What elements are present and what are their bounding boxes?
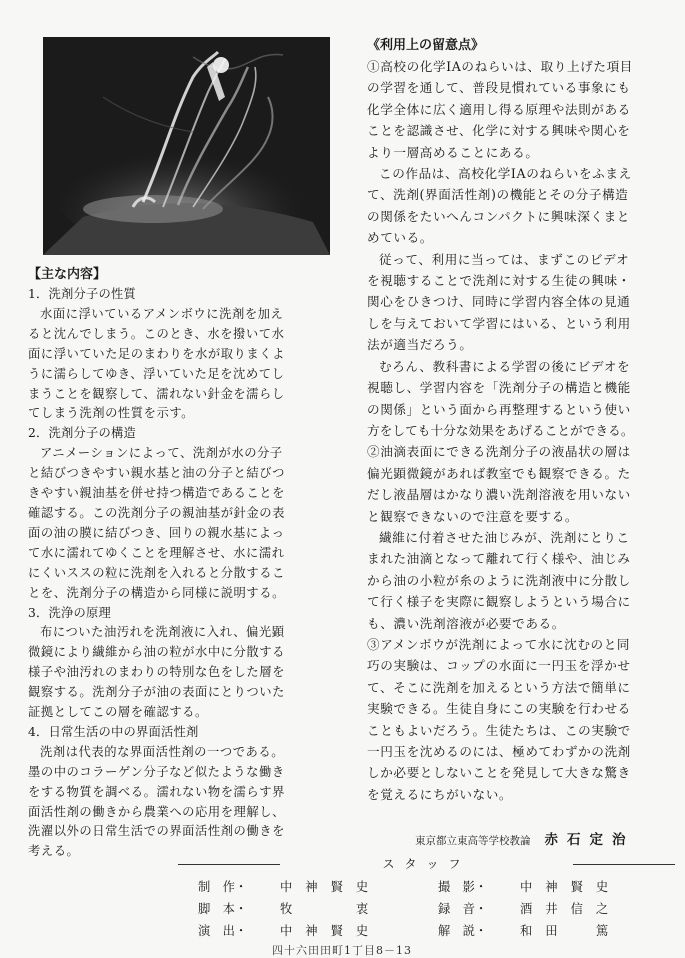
text-line: 面に浮いていた足のまわりを水が取りまくよ xyxy=(28,346,285,361)
text-line: ②油滴表面にできる洗剤分子の液晶状の層は xyxy=(367,444,631,460)
staff-row xyxy=(198,877,381,895)
text-line: 繊維に付着させた油じみが、洗剤にとりこ xyxy=(379,529,630,545)
usage-notes-column xyxy=(367,36,667,805)
text-line: まうことを観察して、濡れない針金を濡らし xyxy=(28,386,285,401)
staff-row xyxy=(438,899,621,917)
footer-text: 四十六田田町1丁目8－13 xyxy=(272,944,412,957)
text-line: にくいススの粒に洗剤を入れると分散するこ xyxy=(28,565,285,580)
text-line: の関係をたいへんコンパクトに興味深くまと xyxy=(367,208,630,224)
text-line: 面の油の膜に結びつき、回りの親水基によっ xyxy=(28,525,285,540)
staff-name: 中神賢史 xyxy=(280,924,382,938)
text-line: 水面に浮いているアメンボウに洗剤を加え xyxy=(40,306,284,321)
text-line: アニメーションによって、洗剤が水の分子 xyxy=(40,446,283,461)
text-line: 墨の中のコラーゲン分子など似たような働き xyxy=(28,764,285,779)
text-line: より一層高めることにある。 xyxy=(367,144,539,160)
text-line: 微鏡により繊維から油の粒が水中に分散する xyxy=(28,645,285,660)
text-line: 巧の実験は、コップの水面に一円玉を浮かせ xyxy=(367,658,631,674)
text-line: ①高校の化学IAのねらいは、取り上げた項目 xyxy=(367,59,633,74)
staff-credits xyxy=(178,855,675,955)
text-line: てしまう洗剤の性質を示す。 xyxy=(28,406,195,421)
text-line: て、洗剤(界面活性剤)の機能とその分子構造 xyxy=(367,187,629,203)
author-credit xyxy=(415,828,677,848)
staff-role: 制 作・ xyxy=(198,880,248,894)
text-line: て行く様子を実際に観察しようという場合に xyxy=(367,594,631,610)
staff-row xyxy=(438,877,621,895)
text-line: だし液晶層はかなり濃い洗剤溶液を用いない xyxy=(367,487,631,503)
staff-name: 中神賢史 xyxy=(280,880,382,894)
text-line: から油の小粒が糸のように洗剤液中に分散し xyxy=(367,572,631,588)
photo xyxy=(43,37,330,255)
staff-name: 酒井信之 xyxy=(520,902,622,916)
text-line: しを与えておいて学習にはいる、という利用 xyxy=(367,315,631,331)
text-line: しか必要としないことを発見して大きな驚き xyxy=(367,765,631,781)
staff-name: 中神賢史 xyxy=(520,880,622,894)
staff-row xyxy=(438,921,621,939)
text-line: 関心をひきつけ、同時に学習内容全体の見通 xyxy=(367,294,631,310)
staff-row xyxy=(198,899,381,917)
text-line: 面活性剤の働きから農業への応用を理解し、 xyxy=(28,804,285,819)
main-content-column xyxy=(28,264,334,862)
text-line: うに濡らしてゆき、浮いていた足を沈めてし xyxy=(28,366,285,381)
text-line: 一円玉を沈めるのには、極めてわずかの洗剤 xyxy=(367,744,631,759)
staff-heading: スタッフ xyxy=(382,857,471,871)
text-line: も、濃い洗剤溶液が必要である。 xyxy=(367,615,565,631)
text-line: むろん、教科書による学習の後にビデオを xyxy=(379,358,631,374)
text-line: 従って、利用に当っては、まずこのビデオ xyxy=(379,251,630,267)
text-line: まれた油滴となって離れて行く様や、油じみ xyxy=(367,551,631,567)
main-content-heading: 【主な内容】 xyxy=(28,267,107,282)
text-line: めている。 xyxy=(367,230,433,246)
text-line: こともよいだろう。生徒たちは、この実験で xyxy=(367,722,631,738)
section-title: 1．洗剤分子の性質 xyxy=(28,287,136,301)
author-affiliation: 東京都立東高等学校教論 xyxy=(415,835,531,847)
text-line: 観察する。洗剤分子が油の表面にとりついた xyxy=(28,685,285,700)
text-line: 視聴し、学習内容を「洗剤分子の構造と機能 xyxy=(367,380,631,396)
text-line: 法が適当だろう。 xyxy=(367,337,473,353)
text-line: の関係」という面から再整理するという使い xyxy=(367,401,631,417)
text-line: て、そこに洗剤を加えるという方法で簡単に xyxy=(367,679,631,695)
text-line: と観察できないので注意を要する。 xyxy=(367,508,579,524)
author-name: 赤石定治 xyxy=(544,832,635,848)
text-line: きやすい親油基を併せ持つ構造であることを xyxy=(28,486,285,501)
text-line: ③アメンボウが洗剤によって水に沈むのと同 xyxy=(367,636,631,652)
text-line: 偏光顕微鏡があれば教室でも観察できる。た xyxy=(367,465,631,481)
text-line: と結びつきやすい親水基と油の分子と結びつ xyxy=(28,466,285,481)
staff-role: 解 説・ xyxy=(438,924,488,938)
staff-heading-row xyxy=(178,855,675,873)
text-line: 様子や油汚れのまわりの特別な色をした層を xyxy=(28,665,285,680)
text-line: 考える。 xyxy=(28,844,80,859)
staff-role: 録 音・ xyxy=(438,902,488,916)
text-line: 洗剤は代表的な界面活性剤の一つである。 xyxy=(40,744,285,759)
text-line: 布についた油汚れを洗剤液に入れ、偏光顕 xyxy=(40,625,285,640)
text-line: ことを認識させ、化学に対する興味や関心を xyxy=(367,123,631,139)
divider xyxy=(573,864,675,865)
staff-role: 脚 本・ xyxy=(198,902,248,916)
text-line: とを、洗剤分子の構造から同様に説明する。 xyxy=(28,585,285,600)
text-line: て水に濡れてゆくことを理解させ、水に濡れ xyxy=(28,545,285,560)
text-line: をする物質を調べる。濡れない物を濡らす界 xyxy=(28,784,285,799)
text-line: の学習を通して、普段見慣れている事象にも xyxy=(367,80,631,96)
staff-role: 演 出・ xyxy=(198,924,248,938)
section-title: 4．日常生活の中の界面活性剤 xyxy=(28,724,199,739)
text-line: ると沈んでしまう。このとき、水を撥いて水 xyxy=(28,326,285,341)
text-line: を視聴することで洗剤に対する生徒の興味・ xyxy=(367,273,631,289)
staff-name: 和田 篤 xyxy=(520,924,622,938)
text-line: 証拠としてこの層を確認する。 xyxy=(28,705,208,720)
photo-illustration xyxy=(43,37,330,255)
divider xyxy=(178,864,280,865)
text-line: 洗濯以外の日常生活での界面活性剤の働きを xyxy=(28,824,285,839)
text-line: 確認する。この洗剤分子の親油基が針金の表 xyxy=(28,505,285,520)
text-line: 化学全体に広く適用し得る原理や法則がある xyxy=(367,101,631,117)
staff-role: 撮 影・ xyxy=(438,880,488,894)
text-line: この作品は、高校化学IAのねらいをふまえ xyxy=(379,166,632,182)
staff-name: 牧 衷 xyxy=(280,902,382,916)
section-title: 3．洗浄の原理 xyxy=(28,605,112,620)
usage-notes-heading: 《利用上の留意点》 xyxy=(367,38,485,53)
staff-row xyxy=(198,921,381,939)
section-title: 2．洗剤分子の構造 xyxy=(28,426,136,441)
text-line: 方をしても十分な効果をあげることができる。 xyxy=(367,422,634,438)
text-line: 実験できる。生徒自身にこの実験を行わせる xyxy=(367,701,631,717)
text-line: を覚えるにちがいない。 xyxy=(367,786,513,802)
